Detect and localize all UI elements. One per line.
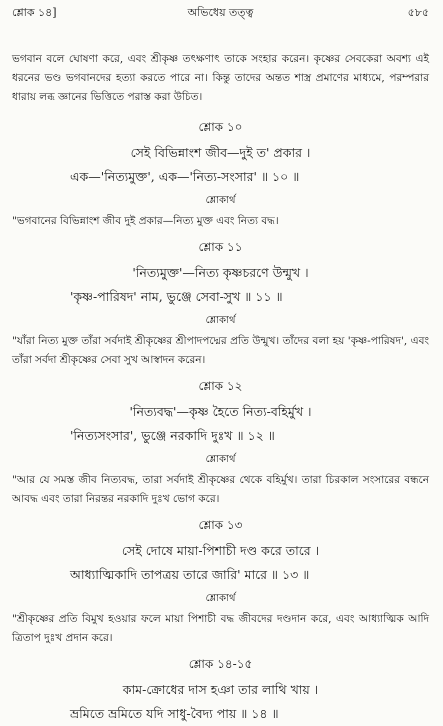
verse-line: ভ্রমিতে ভ্রমিতে যদি সাধু-বৈদ্য পায় ॥ ১৪ ॥	[70, 706, 279, 721]
verse-line: কাম-ক্রোধের দাস হঞা তার লাথি খায় ।	[122, 682, 319, 697]
translation-heading: শ্লোকার্থ	[205, 315, 236, 326]
translation-text: "আর যে সমস্ত জীব নিত্যবদ্ধ, তারা সর্বদাই শ্রীকৃষ্ণের থেকে বহির্মুখ। তারা চিরকাল সংসারের বন্ধনে আবদ্ধ এবং তারা নিরন্তর নরকাদি দুঃখ ভোগ করে।	[12, 474, 429, 505]
verse-line: সেই বিভিন্নাংশ জীব—দুই ত' প্রকার ।	[130, 145, 311, 160]
verse-heading: শ্লোক ১৪-১৫	[188, 657, 253, 671]
verse-heading: শ্লোক ১৩	[198, 518, 243, 532]
verse-line: এক—'নিত্যমুক্ত', এক—'নিত্য-সংসার' ॥ ১০ ॥	[70, 169, 300, 184]
header-chapter-title: অভিধেয় তত্ত্ব	[187, 6, 254, 19]
verse-line: 'নিত্যমুক্ত'—নিত্য কৃষ্ণচরণে উন্মুখ ।	[132, 265, 309, 280]
translation-heading: শ্লোকার্থ	[205, 593, 236, 604]
verse-line: 'নিত্যসংসার', ভুঞ্জে নরকাদি দুঃখ ॥ ১২ ॥	[70, 428, 275, 443]
page-number: ৫৮৫	[407, 6, 429, 19]
translation-text: "যাঁরা নিত্য মুক্ত তাঁরা সর্বদাই শ্রীকৃষ্ণের শ্রীপাদপদ্মের প্রতি উন্মুখ। তাঁদের বলা হয় 'কৃষ্ণ-পারিষদ', এবং তাঁরা সর্বদা শ্রীকৃষ্ণের সেবা সুখ আস্বাদন করেন।	[12, 335, 429, 366]
verse-heading: শ্লোক ১২	[198, 379, 243, 393]
verse-14-15	[12, 656, 429, 726]
page-body	[12, 50, 429, 726]
verse-heading: শ্লোক ১০	[198, 120, 243, 134]
purport-continuation: ভগবান বলে ঘোষণা করে, এবং শ্রীকৃষ্ণ তৎক্ষণাৎ তাকে সংহার করেন। কৃষ্ণের সেবকেরা অবশ্য এই ধরনের ভণ্ড ভগবানদের হত্যা করতে পারে না। কিন্তু তাদের অন্তত শাস্ত্র প্রমাণের মাধ্যমে, পরম্পরার ধারায় লব্ধ জ্ঞানের ভিত্তিতে পরাস্ত করা উচিত।	[12, 53, 429, 103]
verse-13	[12, 517, 429, 648]
verse-12	[12, 378, 429, 509]
header-verse-range: শ্লোক ১৪]	[12, 6, 57, 19]
translation-text: "ভগবানের বিভিন্নাংশ জীব দুই প্রকার—নিত্য মুক্ত এবং নিত্য বদ্ধ।	[12, 215, 279, 227]
translation-text: "শ্রীকৃষ্ণের প্রতি বিমুখ হওয়ার ফলে মায়া পিশাচী বদ্ধ জীবদের দণ্ডদান করে, এবং আধ্যাত্মিক আদি ত্রিতাপ দুঃখ প্রদান করে।	[12, 613, 429, 644]
running-header	[12, 4, 429, 26]
verse-line: সেই দোষে মায়া-পিশাচী দণ্ড করে তারে ।	[121, 543, 320, 558]
verse-line: 'নিত্যবদ্ধ'—কৃষ্ণ হৈতে নিত্য-বহির্মুখ ।	[129, 404, 312, 419]
verse-line: আধ্যাত্মিকাদি তাপত্রয় তারে জারি' মারে ॥ ১৩ ॥	[70, 567, 310, 582]
translation-heading: শ্লোকার্থ	[205, 454, 236, 465]
verse-10	[12, 119, 429, 231]
verse-heading: শ্লোক ১১	[198, 240, 243, 254]
translation-heading: শ্লোকার্থ	[205, 195, 236, 206]
verse-11	[12, 239, 429, 370]
verse-line: 'কৃষ্ণ-পারিষদ' নাম, ভুঞ্জে সেবা-সুখ ॥ ১১ ॥	[70, 289, 283, 304]
